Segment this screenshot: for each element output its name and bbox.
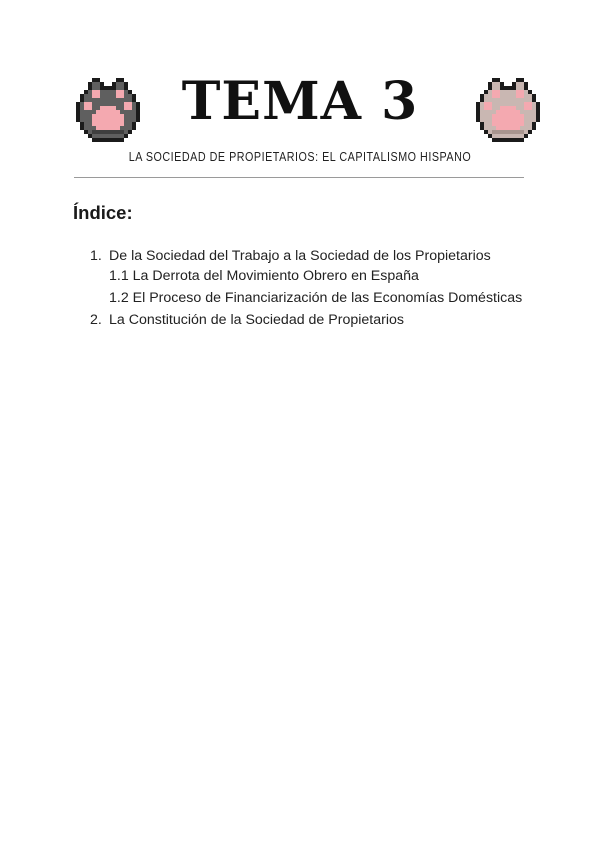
index-heading: Índice: bbox=[73, 202, 133, 223]
header-divider bbox=[74, 177, 524, 178]
toc-subitem-1-1: 1.1 La Derrota del Movimiento Obrero en España bbox=[109, 268, 419, 284]
toc-subitem-1-2: 1.2 El Proceso de Financiarización de las Economías Domésticas bbox=[109, 290, 523, 306]
toc-item-1 bbox=[90, 246, 528, 266]
toc-item-text: La Constitución de la Sociedad de Propietarios bbox=[109, 312, 404, 328]
page-title: TEMA 3 bbox=[181, 71, 419, 132]
table-of-contents bbox=[90, 246, 528, 330]
page-subtitle: LA SOCIEDAD DE PROPIETARIOS: EL CAPITALISMO HISPANO bbox=[128, 150, 472, 164]
toc-item-number: 2. bbox=[90, 312, 102, 328]
toc-item-number: 1. bbox=[90, 248, 102, 264]
paw-icon bbox=[472, 74, 544, 146]
toc-item-2 bbox=[90, 310, 528, 330]
toc-item-text: De la Sociedad del Trabajo a la Sociedad de los Propietarios bbox=[109, 248, 491, 264]
